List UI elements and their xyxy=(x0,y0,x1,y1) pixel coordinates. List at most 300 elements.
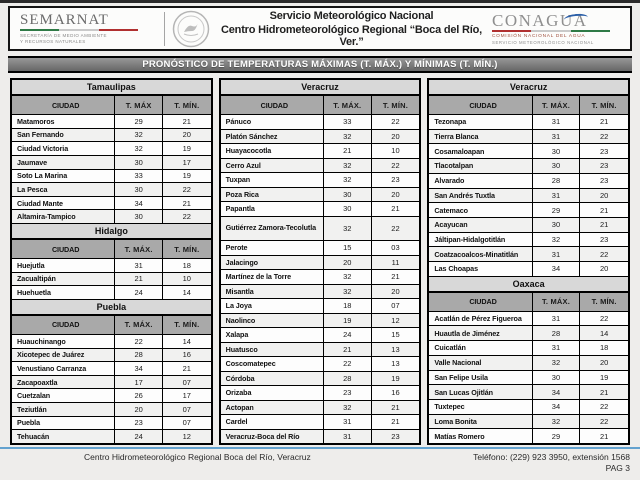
tmin-cell: 14 xyxy=(182,288,191,298)
state-header-hidalgo: Hidalgo xyxy=(12,224,211,240)
table-row xyxy=(12,430,211,443)
table-row xyxy=(429,233,628,248)
column-header-city: CIUDAD xyxy=(221,96,324,114)
table-row xyxy=(221,173,420,188)
tmax-cell: 19 xyxy=(324,314,372,328)
column-header-tmax: T. MÁX. xyxy=(533,293,581,311)
tmin-cell: 16 xyxy=(391,388,400,398)
table-row xyxy=(12,389,211,403)
city-cell: Tlacotalpan xyxy=(429,159,532,173)
column-header-row xyxy=(221,96,420,115)
table-row xyxy=(221,343,420,358)
tmax-cell: 28 xyxy=(533,174,581,188)
footer-phone: Teléfono: (229) 923 3950, extensión 1568 xyxy=(473,452,630,462)
state-header-veracruz: Veracruz xyxy=(221,80,420,96)
tmax-cell: 22 xyxy=(324,357,372,371)
city-cell: San Lucas Ojitlán xyxy=(429,385,532,399)
city-cell: Poza Rica xyxy=(221,188,324,202)
table-row xyxy=(429,312,628,327)
tmin-cell: 20 xyxy=(391,189,400,199)
tmin-cell: 18 xyxy=(599,343,609,353)
footer-accent-line xyxy=(0,447,640,449)
table-row xyxy=(221,415,420,430)
table-row xyxy=(429,130,628,145)
city-cell: Tuxtepec xyxy=(429,400,532,414)
state-header-puebla: Puebla xyxy=(12,300,211,316)
column-header-tmin: T. MÍN. xyxy=(382,100,409,110)
table-row xyxy=(12,403,211,417)
table-row xyxy=(429,144,628,159)
city-cell: Huehuetla xyxy=(12,286,115,299)
tmin-cell: 23 xyxy=(599,146,609,156)
tmin-cell: 16 xyxy=(182,350,191,360)
tmin-cell: 21 xyxy=(391,417,400,427)
city-cell: Matías Romero xyxy=(429,429,532,443)
tmax-cell: 32 xyxy=(324,285,372,299)
tmax-cell: 33 xyxy=(115,170,163,183)
semarnat-wordmark: SEMARNAT xyxy=(20,12,109,28)
table-row xyxy=(429,415,628,430)
table-row xyxy=(12,286,211,300)
table-row xyxy=(12,376,211,390)
city-cell: Platón Sánchez xyxy=(221,130,324,144)
tmax-cell: 20 xyxy=(324,256,372,270)
column-header-tmax: T. MÁX. xyxy=(324,96,372,114)
city-cell: Córdoba xyxy=(221,372,324,386)
tmin-cell: 07 xyxy=(391,301,400,311)
table-column-middle xyxy=(219,78,422,445)
city-cell: Misantla xyxy=(221,285,324,299)
tmin-cell: 19 xyxy=(599,372,609,382)
city-cell: Ciudad Mante xyxy=(12,197,115,210)
tmin-cell: 19 xyxy=(182,144,191,154)
tmin-cell: 07 xyxy=(182,418,191,428)
tmax-cell: 30 xyxy=(533,371,581,385)
table-row xyxy=(429,203,628,218)
tmin-cell: 21 xyxy=(599,205,609,215)
city-cell: Alvarado xyxy=(429,174,532,188)
tmin-cell: 12 xyxy=(182,432,191,442)
conagua-flag-line xyxy=(492,30,610,32)
city-cell: La Pesca xyxy=(12,183,115,196)
column-header-tmin: T. MÍN. xyxy=(591,297,617,307)
city-cell: Loma Bonita xyxy=(429,415,532,429)
city-cell: Acayucan xyxy=(429,218,532,232)
tmin-cell: 17 xyxy=(182,157,191,167)
column-header-tmin: T. MÍN. xyxy=(174,320,200,330)
city-cell: Zacualtipán xyxy=(12,273,115,286)
tmin-cell: 13 xyxy=(391,344,400,354)
city-cell: Zacapoaxtla xyxy=(12,376,115,389)
tmin-cell: 21 xyxy=(391,272,400,282)
tmax-cell: 32 xyxy=(324,130,372,144)
semarnat-flag-line xyxy=(20,29,138,31)
tmax-cell: 23 xyxy=(324,386,372,400)
table-row xyxy=(429,189,628,204)
table-row xyxy=(12,349,211,363)
tmin-cell: 22 xyxy=(599,314,609,324)
semarnat-subtitle-2: Y RECURSOS NATURALES xyxy=(20,38,86,44)
tmax-cell: 24 xyxy=(115,430,163,443)
city-cell: Valle Nacional xyxy=(429,356,532,370)
city-cell: Tierra Blanca xyxy=(429,130,532,144)
tmin-cell: 21 xyxy=(182,198,191,208)
city-cell: Perote xyxy=(221,241,324,255)
table-row xyxy=(429,262,628,277)
tmax-cell: 24 xyxy=(324,328,372,342)
city-cell: Acatlán de Pérez Figueroa xyxy=(429,312,532,326)
forecast-tables xyxy=(10,78,630,445)
tmax-cell: 31 xyxy=(324,415,372,429)
org-title: Servicio Meteorológico Nacional xyxy=(269,9,434,22)
table-row xyxy=(12,335,211,349)
table-row xyxy=(12,362,211,376)
tmin-cell: 20 xyxy=(599,190,609,200)
header-titles xyxy=(211,10,492,48)
city-cell: Actopan xyxy=(221,401,324,415)
tmax-cell: 23 xyxy=(115,417,163,430)
city-cell: Coscomatepec xyxy=(221,357,324,371)
tmax-cell: 21 xyxy=(115,273,163,286)
footer-org-name: Centro Hidrometeorológico Regional Boca del Río, Veracruz xyxy=(84,452,311,462)
tmax-cell: 28 xyxy=(533,326,581,340)
state-header-veracruz: Veracruz xyxy=(429,80,628,96)
conagua-subtitle-2: SERVICIO METEOROLÓGICO NACIONAL xyxy=(492,40,594,45)
table-row xyxy=(221,202,420,217)
city-cell: Pánuco xyxy=(221,115,324,129)
tmax-cell: 28 xyxy=(115,349,163,362)
tmin-cell: 21 xyxy=(599,117,609,127)
tmin-cell: 13 xyxy=(391,359,400,369)
tmin-cell: 22 xyxy=(599,249,609,259)
table-row xyxy=(429,429,628,443)
column-header-city: CIUDAD xyxy=(12,96,115,114)
page-title: PRONÓSTICO DE TEMPERATURAS MÁXIMAS (T. MÁX.) Y MÍNIMAS (T. MÍN.) xyxy=(8,56,632,73)
tmax-cell: 18 xyxy=(324,299,372,313)
table-row xyxy=(221,430,420,444)
tmax-cell: 24 xyxy=(115,286,163,299)
table-row xyxy=(221,299,420,314)
tmin-cell: 03 xyxy=(391,243,400,253)
page-top-border xyxy=(0,0,640,3)
table-row xyxy=(221,372,420,387)
table-row xyxy=(429,247,628,262)
tmax-cell: 29 xyxy=(533,203,581,217)
table-row xyxy=(221,386,420,401)
semarnat-subtitle-1: SECRETARÍA DE MEDIO AMBIENTE xyxy=(20,33,107,38)
table-row xyxy=(12,142,211,156)
tmax-cell: 31 xyxy=(533,189,581,203)
footer-contact xyxy=(473,452,630,474)
tmin-cell: 20 xyxy=(391,286,400,296)
tmax-cell: 32 xyxy=(324,270,372,284)
tmax-cell: 32 xyxy=(324,159,372,173)
tmin-cell: 07 xyxy=(182,377,191,387)
column-header-tmax: T. MÁX. xyxy=(115,316,163,334)
conagua-subtitle-1: COMISIÓN NACIONAL DEL AGUA xyxy=(492,34,586,39)
table-column-left xyxy=(10,78,213,445)
city-cell: Xalapa xyxy=(221,328,324,342)
tmin-cell: 21 xyxy=(391,204,400,214)
column-header-tmax: T. MÁX xyxy=(115,96,163,114)
tmax-cell: 32 xyxy=(115,142,163,155)
city-cell: Xicotepec de Juárez xyxy=(12,349,115,362)
tmax-cell: 30 xyxy=(115,156,163,169)
tmin-cell: 23 xyxy=(391,431,400,441)
column-header-row xyxy=(429,96,628,115)
tmin-cell: 20 xyxy=(391,131,400,141)
tmax-cell: 31 xyxy=(533,341,581,355)
tmin-cell: 20 xyxy=(182,130,191,140)
tmin-cell: 12 xyxy=(391,315,400,325)
table-row xyxy=(221,285,420,300)
tmin-cell: 21 xyxy=(391,402,400,412)
table-row xyxy=(12,156,211,170)
tmin-cell: 21 xyxy=(182,116,191,126)
table-row xyxy=(429,400,628,415)
tmin-cell: 14 xyxy=(182,336,191,346)
table-row xyxy=(12,273,211,287)
table-row xyxy=(221,256,420,271)
tmax-cell: 30 xyxy=(533,218,581,232)
column-header-tmin: T. MÍN. xyxy=(174,100,200,110)
tmax-cell: 32 xyxy=(324,401,372,415)
city-cell: Las Choapas xyxy=(429,262,532,276)
tmin-cell: 23 xyxy=(599,234,609,244)
conagua-logo xyxy=(492,12,630,45)
table-row xyxy=(221,314,420,329)
table-row xyxy=(429,174,628,189)
tmax-cell: 30 xyxy=(533,144,581,158)
tmin-cell: 21 xyxy=(599,220,609,230)
tmax-cell: 32 xyxy=(533,233,581,247)
tmax-cell: 29 xyxy=(533,429,581,443)
tmax-cell: 34 xyxy=(533,385,581,399)
city-cell: Jáltipan-Hidalgotitlán xyxy=(429,233,532,247)
table-row xyxy=(221,357,420,372)
table-row xyxy=(12,210,211,224)
tmax-cell: 30 xyxy=(533,159,581,173)
tmax-cell: 32 xyxy=(324,173,372,187)
tmax-cell: 32 xyxy=(324,217,372,241)
column-header-city: CIUDAD xyxy=(12,240,115,258)
city-cell: Teziutlán xyxy=(12,403,115,416)
tmax-cell: 31 xyxy=(324,430,372,444)
tmax-cell: 20 xyxy=(115,403,163,416)
column-header-city: CIUDAD xyxy=(429,293,532,311)
tmin-cell: 22 xyxy=(391,223,400,233)
city-cell: Catemaco xyxy=(429,203,532,217)
table-row xyxy=(429,341,628,356)
semarnat-logo xyxy=(10,13,158,44)
city-cell: Jalacingo xyxy=(221,256,324,270)
city-cell: San Andrés Tuxtla xyxy=(429,189,532,203)
tmax-cell: 30 xyxy=(115,183,163,196)
city-cell: Puebla xyxy=(12,417,115,430)
city-cell: Papantla xyxy=(221,202,324,216)
tmax-cell: 31 xyxy=(115,259,163,272)
table-row xyxy=(221,144,420,159)
tmax-cell: 22 xyxy=(115,335,163,348)
city-cell: Gutiérrez Zamora-Tecolutla xyxy=(221,217,324,241)
tmin-cell: 11 xyxy=(391,257,400,267)
table-row xyxy=(12,170,211,184)
city-cell: Cuicatlán xyxy=(429,341,532,355)
tmax-cell: 33 xyxy=(324,115,372,129)
city-cell: Matamoros xyxy=(12,115,115,128)
city-cell: San Felipe Usila xyxy=(429,371,532,385)
city-cell: Huautla de Jiménez xyxy=(429,326,532,340)
tmin-cell: 22 xyxy=(391,160,400,170)
tmin-cell: 21 xyxy=(182,363,191,373)
tmin-cell: 21 xyxy=(599,387,609,397)
tmax-cell: 32 xyxy=(533,415,581,429)
city-cell: La Joya xyxy=(221,299,324,313)
column-header-tmin: T. MÍN. xyxy=(591,100,617,110)
tmax-cell: 31 xyxy=(533,312,581,326)
table-row xyxy=(429,218,628,233)
tmin-cell: 22 xyxy=(182,212,191,222)
table-row xyxy=(429,115,628,130)
column-header-row xyxy=(12,240,211,259)
tmin-cell: 17 xyxy=(182,391,191,401)
tmin-cell: 19 xyxy=(391,373,400,383)
table-row xyxy=(221,115,420,130)
state-header-oaxaca: Oaxaca xyxy=(429,277,628,293)
state-header-tamaulipas: Tamaulipas xyxy=(12,80,211,96)
city-cell: Huayacocotla xyxy=(221,144,324,158)
city-cell: Cosamaloapan xyxy=(429,144,532,158)
document-header xyxy=(8,6,632,51)
city-cell: Orizaba xyxy=(221,386,324,400)
tmin-cell: 22 xyxy=(599,417,609,426)
table-row xyxy=(221,401,420,416)
city-cell: Jaumave xyxy=(12,156,115,169)
table-row xyxy=(12,129,211,143)
header-divider xyxy=(164,12,165,46)
tmin-cell: 07 xyxy=(182,404,191,414)
tmax-cell: 21 xyxy=(324,343,372,357)
tmax-cell: 34 xyxy=(115,197,163,210)
tmax-cell: 31 xyxy=(533,130,581,144)
city-cell: Tuxpan xyxy=(221,173,324,187)
table-row xyxy=(12,115,211,129)
table-row xyxy=(221,217,420,242)
city-cell: Soto La Marina xyxy=(12,170,115,183)
conagua-wordmark: CONAGUA xyxy=(492,11,588,30)
city-cell: Cuetzalan xyxy=(12,389,115,402)
table-row xyxy=(221,241,420,256)
table-row xyxy=(221,130,420,145)
tmin-cell: 22 xyxy=(391,117,400,127)
table-row xyxy=(221,159,420,174)
tmax-cell: 31 xyxy=(533,247,581,261)
table-row xyxy=(221,328,420,343)
table-row xyxy=(12,417,211,431)
tmax-cell: 32 xyxy=(115,129,163,142)
tmin-cell: 23 xyxy=(599,176,609,186)
city-cell: Venustiano Carranza xyxy=(12,362,115,375)
tmax-cell: 34 xyxy=(533,262,581,276)
tmin-cell: 21 xyxy=(599,431,609,441)
tmax-cell: 26 xyxy=(115,389,163,402)
city-cell: Veracruz-Boca del Río xyxy=(221,430,324,444)
tmin-cell: 18 xyxy=(182,260,191,270)
tmax-cell: 21 xyxy=(324,144,372,158)
tmax-cell: 34 xyxy=(115,362,163,375)
table-row xyxy=(12,183,211,197)
table-row xyxy=(12,197,211,211)
tmax-cell: 17 xyxy=(115,376,163,389)
tmin-cell: 20 xyxy=(599,264,609,274)
table-column-right xyxy=(427,78,630,445)
table-row xyxy=(12,259,211,273)
city-cell: Huatusco xyxy=(221,343,324,357)
column-header-city: CIUDAD xyxy=(12,316,115,334)
column-header-tmin: T. MÍN. xyxy=(174,244,200,254)
table-row xyxy=(429,371,628,386)
city-cell: Martínez de la Torre xyxy=(221,270,324,284)
tmin-cell: 10 xyxy=(391,146,400,156)
tmax-cell: 28 xyxy=(324,372,372,386)
table-row xyxy=(429,356,628,371)
tmax-cell: 31 xyxy=(533,115,581,129)
city-cell: Ciudad Victoria xyxy=(12,142,115,155)
city-cell: Tehuacán xyxy=(12,430,115,443)
column-header-row xyxy=(12,96,211,115)
city-cell: Altamira-Tampico xyxy=(12,210,115,223)
city-cell: Cardel xyxy=(221,415,324,429)
tmin-cell: 10 xyxy=(182,274,191,284)
column-header-row xyxy=(429,293,628,312)
city-cell: Huauchinango xyxy=(12,335,115,348)
tmax-cell: 15 xyxy=(324,241,372,255)
tmax-cell: 29 xyxy=(115,115,163,128)
tmax-cell: 32 xyxy=(533,356,581,370)
column-header-city: CIUDAD xyxy=(429,96,532,114)
city-cell: Coatzacoalcos-Minatitlán xyxy=(429,247,532,261)
tmin-cell: 19 xyxy=(182,171,191,181)
tmax-cell: 34 xyxy=(533,400,581,414)
tmax-cell: 30 xyxy=(115,210,163,223)
tmin-cell: 20 xyxy=(599,358,609,368)
table-row xyxy=(221,188,420,203)
tmin-cell: 22 xyxy=(599,402,609,412)
city-cell: Naolinco xyxy=(221,314,324,328)
tmin-cell: 22 xyxy=(599,132,609,142)
tmin-cell: 23 xyxy=(391,175,400,185)
tmin-cell: 23 xyxy=(599,161,609,171)
tmax-cell: 30 xyxy=(324,202,372,216)
tmin-cell: 15 xyxy=(391,330,400,340)
column-header-row xyxy=(12,316,211,335)
table-row xyxy=(429,385,628,400)
city-cell: Huejutla xyxy=(12,259,115,272)
footer-page-number: PAG 3 xyxy=(605,463,630,473)
city-cell: Tezonapa xyxy=(429,115,532,129)
tmin-cell: 22 xyxy=(182,184,191,194)
table-row xyxy=(429,159,628,174)
table-row xyxy=(429,326,628,341)
tmax-cell: 30 xyxy=(324,188,372,202)
column-header-tmax: T. MÁX. xyxy=(533,96,581,114)
column-header-tmax: T. MÁX. xyxy=(115,240,163,258)
city-cell: San Fernando xyxy=(12,129,115,142)
org-subtitle: Centro Hidrometeorológico Regional “Boca del Río, Ver.” xyxy=(221,23,482,48)
mexico-eagle-seal-icon xyxy=(171,10,211,48)
city-cell: Cerro Azul xyxy=(221,159,324,173)
tmin-cell: 14 xyxy=(599,328,609,338)
